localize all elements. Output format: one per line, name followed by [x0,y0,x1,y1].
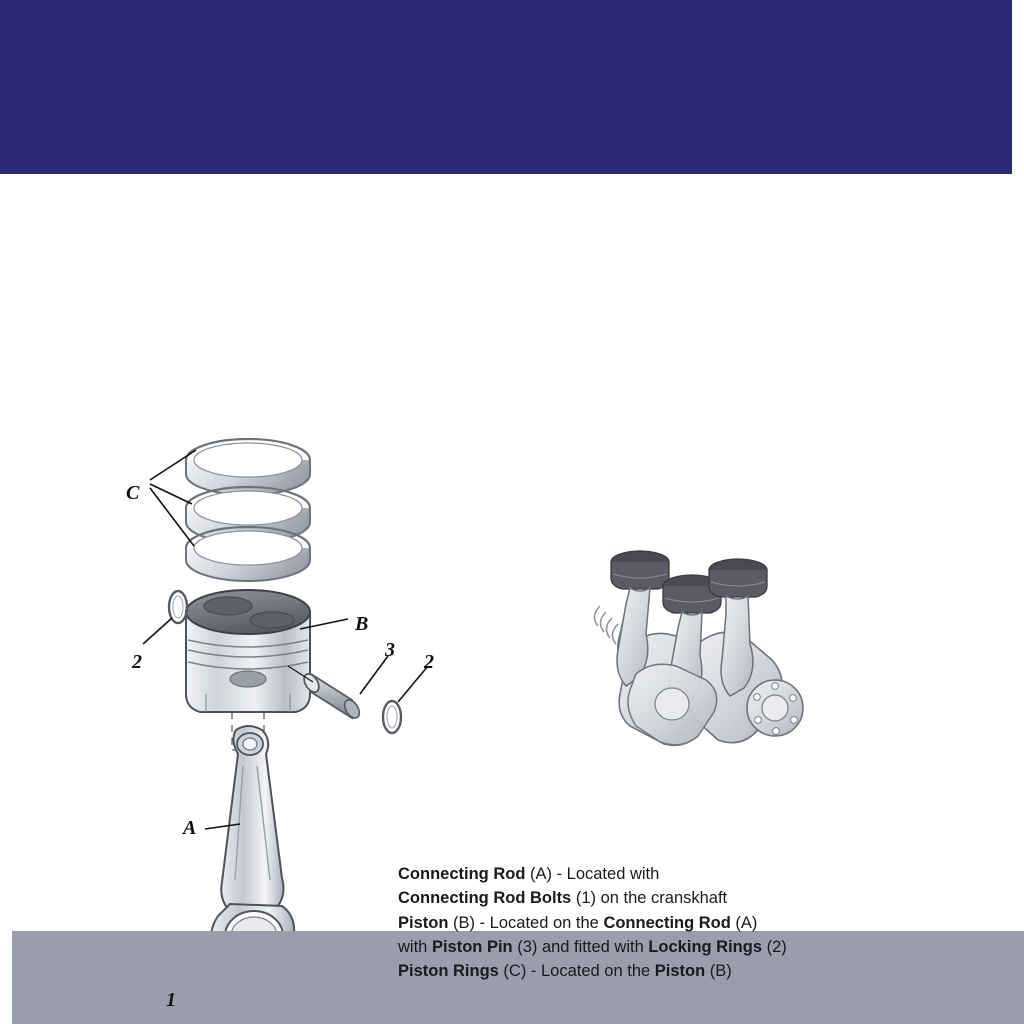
header-band [0,0,1012,174]
caption-text: (A) [730,913,758,932]
exploded-piston-diagram [0,174,1024,931]
caption-text: (2) [762,937,787,956]
caption-term: Piston [654,962,706,981]
footer-left-gap [0,931,12,1024]
caption-text: (3) and fitted with [512,937,649,956]
callout-2-locking-ring-left: 2 [132,651,142,673]
callout-1-rod-bolt: 1 [166,989,176,1011]
callout-b-piston: B [355,613,369,635]
callout-a-connecting-rod: A [183,817,197,839]
caption-line [398,935,918,959]
piston-rings-group [150,439,310,581]
caption-line [398,911,918,935]
caption-term: Connecting Rod [398,865,526,883]
callout-2-locking-ring-right: 2 [424,651,434,673]
caption-line [398,886,918,910]
caption-text: with [398,937,432,956]
caption-term: Piston Rings [398,962,499,981]
caption-text: (B) [705,962,732,981]
piston-group [186,590,348,750]
callout-c-piston-rings: C [126,482,140,504]
caption-line [398,959,918,983]
caption-line [398,862,918,886]
caption-term: Piston Pin [431,937,513,956]
caption-text: (1) on the cranskhaft [571,889,728,908]
caption-term: Connecting Rod [603,913,731,932]
connecting-rod [205,726,310,931]
crankshaft-assembly-inset [594,551,803,745]
caption-term: Locking Rings [648,937,763,956]
caption-term: Connecting Rod Bolts [398,889,572,908]
caption-block [398,862,918,983]
callout-3-piston-pin: 3 [385,639,395,661]
caption-text: (A) - Located with [525,865,660,883]
locking-ring-left [143,591,187,644]
diagram-canvas [0,174,1024,1011]
caption-term: Piston [398,913,449,932]
locking-ring-right [383,666,428,733]
caption-text: (C) - Located on the [498,962,655,981]
caption-text: (B) - Located on the [448,913,604,932]
